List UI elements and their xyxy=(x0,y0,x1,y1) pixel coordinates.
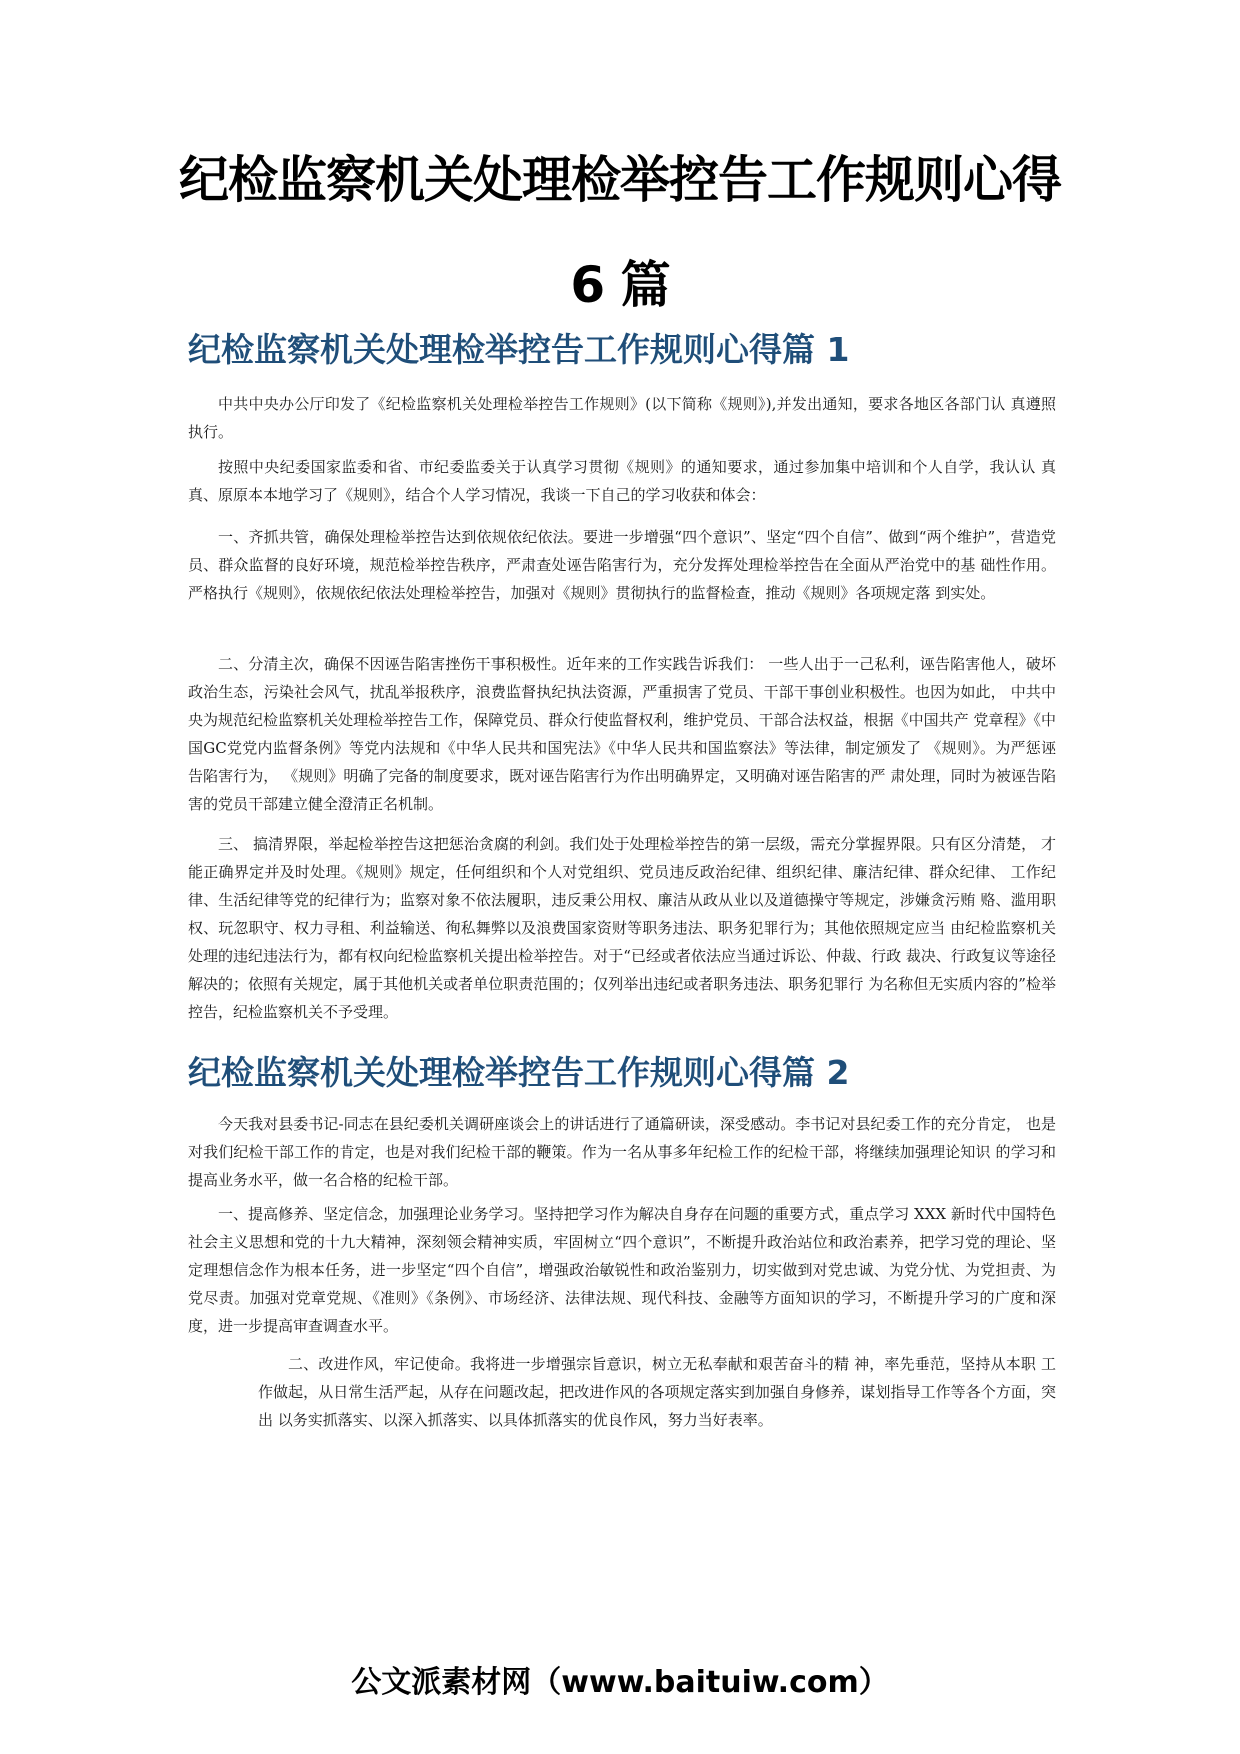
section-heading: 纪检监察机关处理检举控告工作规则心得篇 2 xyxy=(188,1053,850,1092)
document-title-count: 6 篇 xyxy=(570,256,670,314)
paragraph: 一、齐抓共管，确保处理检举控告达到依规依纪依法。要进一步增强“四个意识”、坚定“四个自信”、做到“两个维护”，营造党员、群众监督的良好环境，规范检举控告秩序，严肃查处诬告陷害行为，充分发挥处理检举控告在全面从严治党中的基 础性作用。严格执行《规则》，依规依纪依法处理检举控告，加强对《规则》贯彻执行的监督检查，推动《规则》各项规定落 到实处。 xyxy=(188,528,1056,602)
paragraph: 二、分清主次，确保不因诬告陷害挫伤干事积极性。近年来的工作实践告诉我们： 一些人出于一己私利，诬告陷害他人，破坏政治生态，污染社会风气，扰乱举报秩序，浪费监督执纪执法资源，严重损害了党员、干部干事创业积极性。也因为如此， 中共中央为规范纪检监察机关处理检举控告工作，保障党员、群众行使监督权利，维护党员、干部合法权益，根据《中国共产 党章程》《中国GC党党内监督条例》等党内法规和《中华人民共和国宪法》《中华人民共和国监察法》等法律，制定颁发了 《规则》。为严惩诬告陷害行为， 《规则》明确了完备的制度要求，既对诬告陷害行为作出明确界定，又明确对诬告陷害的严 肃处理，同时为被诬告陷害的党员干部建立健全澄清正名机制。 xyxy=(188,655,1056,813)
section-heading: 纪检监察机关处理检举控告工作规则心得篇 1 xyxy=(188,330,850,369)
paragraph: 一、提高修养、坚定信念，加强理论业务学习。坚持把学习作为解决自身存在问题的重要方式，重点学习 XXX 新时代中国特色社会主义思想和党的十九大精神，深刻领会精神实质，牢固树立“四个意识”，不断提升政治站位和政治素养，把学习党的理论、坚定理想信念作为根本任务，进一步坚定“四个自信”，增强政治敏锐性和政治鉴别力，切实做到对党忠诚、为党分忧、为党担责、为党尽责。加强对党章党规、《准则》《条例》、市场经济、法律法规、现代科技、金融等方面知识的学习，不断提升学习的广度和深度，进一步提高审查调查水平。 xyxy=(188,1205,1056,1335)
document-title: 纪检监察机关处理检举控告工作规则心得 xyxy=(179,151,1061,209)
paragraph: 二、改进作风，牢记使命。我将进一步增强宗旨意识，树立无私奉献和艰苦奋斗的精 神，率先垂范，坚持从本职 工作做起，从日常生活严起，从存在问题改起，把改进作风的各项规定落实到加强自身修养，谋划指导工作等各个方面，突出 以务实抓落实、以深入抓落实、以具体抓落实的优良作风，努力当好表率。 xyxy=(258,1355,1056,1429)
paragraph: 今天我对县委书记-同志在县纪委机关调研座谈会上的讲话进行了通篇研读，深受感动。李书记对县纪委工作的充分肯定， 也是对我们纪检干部工作的肯定，也是对我们纪检干部的鞭策。作为一名从事多年纪检工作的纪检干部，将继续加强理论知识 的学习和提高业务水平，做一名合格的纪检干部。 xyxy=(188,1115,1056,1189)
paragraph: 三、 搞清界限，举起检举控告这把惩治贪腐的利剑。我们处于处理检举控告的第一层级，需充分掌握界限。只有区分清楚， 才能正确界定并及时处理。《规则》规定，任何组织和个人对党组织、党员违反政治纪律、组织纪律、廉洁纪律、群众纪律、 工作纪律、生活纪律等党的纪律行为；监察对象不依法履职，违反秉公用权、廉洁从政从业以及道德操守等规定，涉嫌贪污贿 赂、滥用职权、玩忽职守、权力寻租、利益输送、徇私舞弊以及浪费国家资财等职务违法、职务犯罪行为；其他依照规定应当 由纪检监察机关处理的违纪违法行为，都有权向纪检监察机关提出检举控告。对于“已经或者依法应当通过诉讼、仲裁、行政 裁决、行政复议等途径解决的；依照有关规定，属于其他机关或者单位职责范围的；仅列举出违纪或者职务违法、职务犯罪行 为名称但无实质内容的”检举控告，纪检监察机关不予受理。 xyxy=(188,835,1056,1021)
paragraph: 中共中央办公厅印发了《纪检监察机关处理检举控告工作规则》(以下简称《规则》),并发出通知，要求各地区各部门认 真遵照执行。 xyxy=(188,395,1056,441)
footer-watermark-text: 公文派素材网（www.baituiw.com） xyxy=(351,1665,889,1700)
paragraph: 按照中央纪委国家监委和省、市纪委监委关于认真学习贯彻《规则》的通知要求，通过参加集中培训和个人自学，我认认 真真、原原本本地学习了《规则》，结合个人学习情况，我谈一下自己的学习收获和体会： xyxy=(188,458,1056,504)
